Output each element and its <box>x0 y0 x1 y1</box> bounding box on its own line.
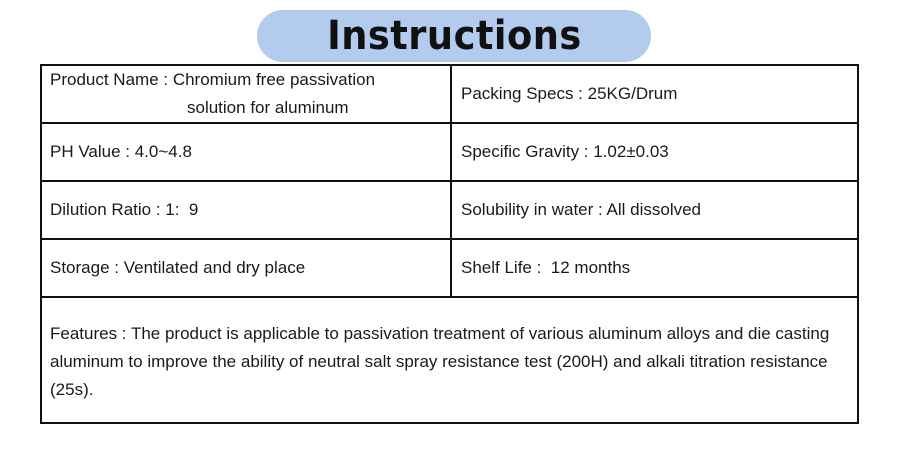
table-row <box>42 182 857 240</box>
solubility-cell <box>452 182 857 238</box>
specific-gravity-cell <box>452 124 857 180</box>
packing-specs-text: Packing Specs : 25KG/Drum <box>461 84 678 103</box>
solubility-text: Solubility in water : All dissolved <box>461 200 702 219</box>
table-row <box>42 124 857 182</box>
specific-gravity-text: Specific Gravity : 1.02±0.03 <box>461 142 669 161</box>
ph-value-cell <box>42 124 452 180</box>
page-title: Instructions <box>326 13 582 59</box>
storage-text: Storage : Ventilated and dry place <box>50 258 306 277</box>
dilution-ratio-cell <box>42 182 452 238</box>
table-row <box>42 66 857 124</box>
spec-table <box>40 64 859 424</box>
shelf-life-cell <box>452 240 857 296</box>
product-name-cell <box>42 66 452 122</box>
dilution-ratio-text: Dilution Ratio : 1: 9 <box>50 200 199 219</box>
shelf-life-text: Shelf Life : 12 months <box>461 258 631 277</box>
table-row <box>42 240 857 298</box>
packing-specs-cell <box>452 66 857 122</box>
product-name-line2: solution for aluminum <box>187 98 349 117</box>
storage-cell <box>42 240 452 296</box>
ph-value-text: PH Value : 4.0~4.8 <box>50 142 192 161</box>
title-banner <box>257 10 651 62</box>
features-row <box>42 298 857 424</box>
product-name-line1: Product Name : Chromium free passivation <box>50 70 376 89</box>
features-text: Features : The product is applicable to passivation treatment of various aluminum alloys and die casting aluminum to improve the ability of neutral salt spray resistance test (200H) and alkali titration resistance (25s). <box>50 324 830 399</box>
